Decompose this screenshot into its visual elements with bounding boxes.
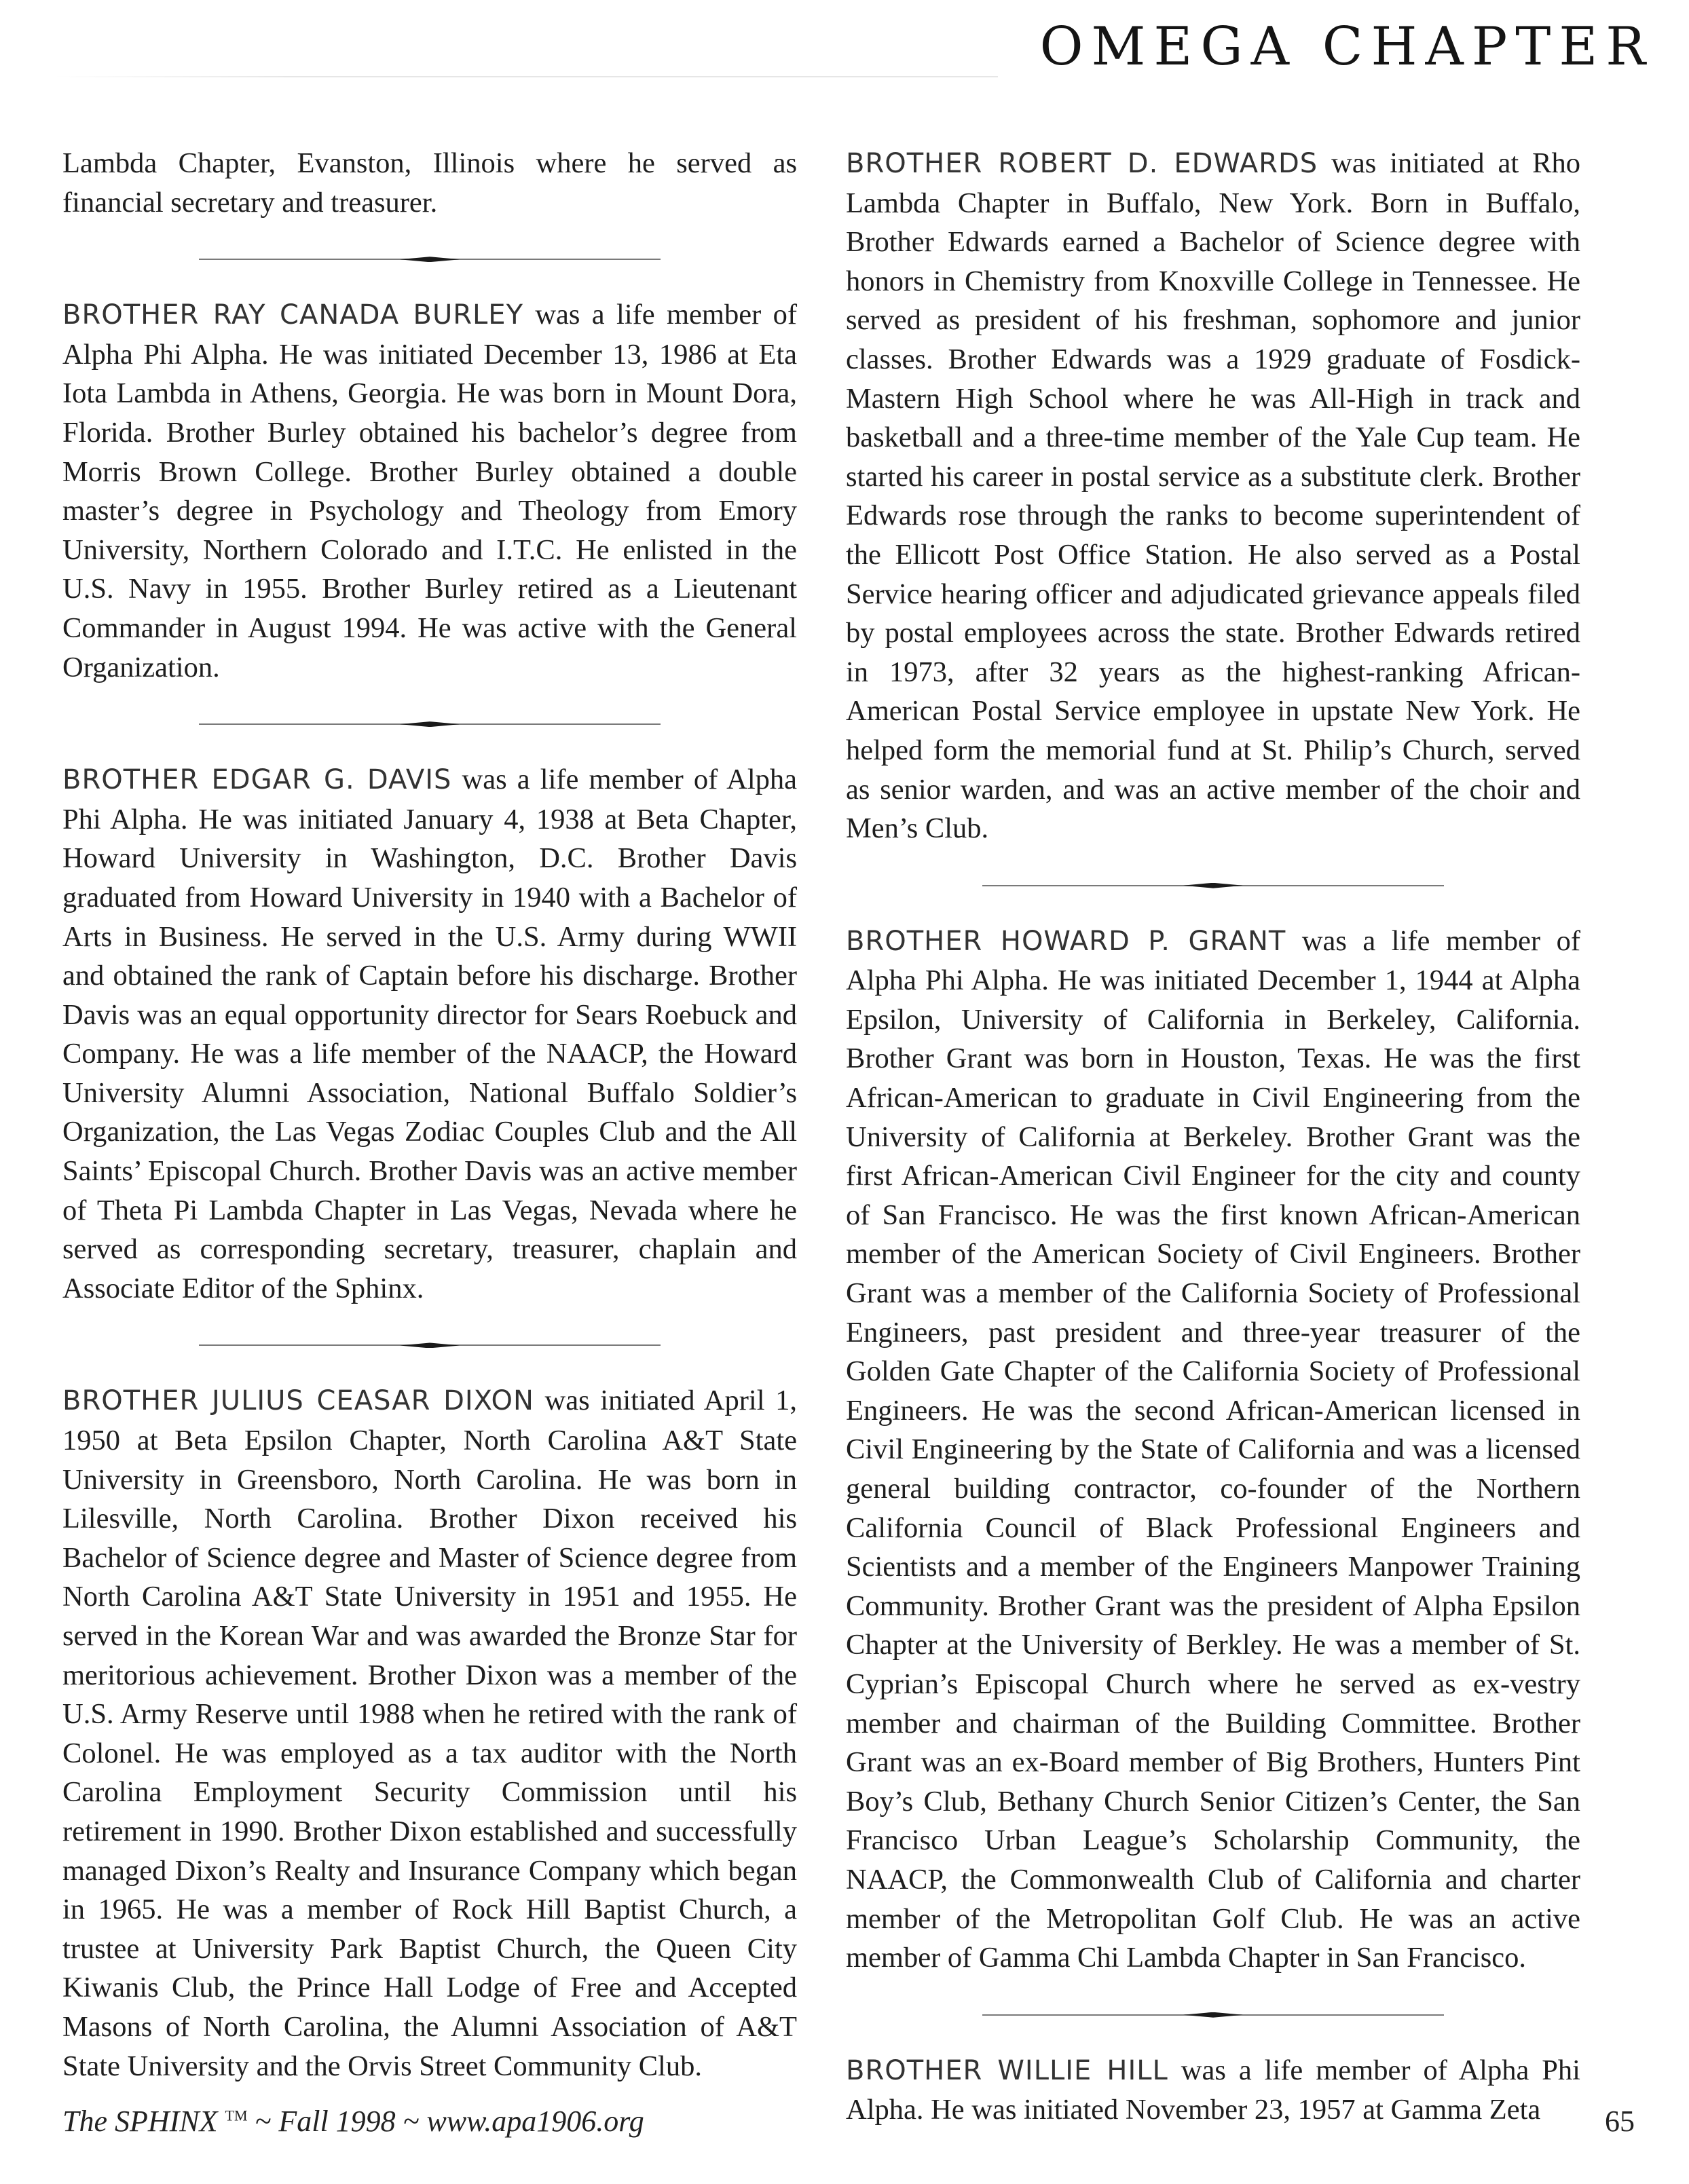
section-title: OMEGA CHAPTER (1039, 16, 1654, 77)
entry-name: BROTHER WILLIE HILL (846, 2054, 1168, 2086)
obituary-entry (846, 144, 1580, 848)
divider (62, 687, 797, 760)
obituary-entry (62, 295, 797, 687)
continued-paragraph: Lambda Chapter, Evanston, Illinois where he served as financial secretary and treasurer. (62, 147, 797, 219)
entry-text: was a life member of Alpha Phi Alpha. He was initiated January 4, 1938 at Beta Chapter, Howard University in Washington, D.C. Brother Davis graduated from Howard University in 1940 with a Bachelor of Arts in Business. He served in the U.S. Army during WWII and obtained the rank of Captain before his discharge. Brother Davis was an equal opportunity director for Sears Roebuck and Company. He was a life member of the NAACP, the Howard University Alumni Association, National Buffalo Soldier’s Organization, the Las Vegas Zodiac Couples Club and the All Saints’ Episcopal Church. Brother Davis was an active member of Theta Pi Lambda Chapter in Las Vegas, Nevada where he served as corresponding secretary, treasurer, chaplain and Associate Editor of the Sphinx. (62, 764, 797, 1304)
divider (846, 848, 1580, 922)
website-link[interactable]: www.apa1906.org (426, 2105, 644, 2138)
obituary-entry (846, 922, 1580, 1978)
divider (62, 222, 797, 295)
entry-name: BROTHER EDGAR G. DAVIS (62, 764, 452, 796)
header-rule (54, 76, 998, 77)
publication-title: The SPHINX (62, 2105, 218, 2138)
divider (62, 1308, 797, 1381)
footer-publication-line (62, 2104, 644, 2139)
entry-name: BROTHER RAY CANADA BURLEY (62, 299, 524, 331)
entry-name: BROTHER ROBERT D. EDWARDS (846, 148, 1318, 179)
entry-text: was a life member of Alpha Phi Alpha. He was initiated December 1, 1944 at Alpha Epsilon, University of California in Berkeley, California. Brother Grant was born in Houston, Texas. He was the first African-American to graduate in Civil Engineering from the University of California at Berkeley. Brother Grant was the first African-American Civil Engineer for the city and county of San Francisco. He was the first known African-American member of the American Society of Civil Engineers. Brother Grant was a member of the California Society of Professional Engineers, past president and three-year treasurer of the Golden Gate Chapter of the California Society of Professional Engineers. He was the second African-American licensed in Civil Engineering by the State of California and was a licensed general building contractor, co-founder of the Northern California Council of Black Professional Engineers and Scientists and a member of the Engineers Manpower Training Community. Brother Grant was the president of Alpha Epsilon Chapter at the University of Berkley. He was a member of St. Cyprian’s Episcopal Church where he served as ex-vestry member and chairman of the Building Committee. Brother Grant was an ex-Board member of Big Brothers, Hunters Pint Boy’s Club, Bethany Church Senior Citizen’s Center, the San Francisco Urban League’s Scholarship Community, the NAACP, the Commonwealth Club of California and charter member of the Metropolitan Golf Club. He was an active member of Gamma Chi Lambda Chapter in San Francisco. (846, 924, 1580, 1974)
entry-text: was a life member of Alpha Phi Alpha. He was initiated December 13, 1986 at Eta Iota Lambda in Athens, Georgia. He was born in Mount Dora, Florida. Brother Burley obtained his bachelor’s degree from Morris Brown College. Brother Burley obtained a double master’s degree in Psychology and Theology from Emory University, Northern Colorado and I.T.C. He enlisted in the U.S. Navy in 1955. Brother Burley retired as a Lieutenant Commander in August 1994. He was active with the General Organization. (62, 299, 797, 683)
divider (846, 1978, 1580, 2051)
trademark-mark: TM (225, 2107, 248, 2124)
issue-date: ~ Fall 1998 ~ (247, 2105, 427, 2138)
right-column (846, 144, 1580, 2130)
obituary-entry (62, 760, 797, 1308)
entry-name: BROTHER HOWARD P. GRANT (846, 925, 1286, 957)
entry-text: was initiated at Rho Lambda Chapter in Buffalo, New York. Born in Buffalo, Brother Edwards earned a Bachelor of Science degree with honors in Chemistry from Knoxville College in Tennessee. He served as president of his freshman, sophomore and junior classes. Brother Edwards was a 1929 graduate of Fosdick-Mastern High School where he was All-High in track and basketball and a three-time member of the Yale Cup team. He started his career in postal service as a substitute clerk. Brother Edwards rose through the ranks to become superintendent of the Ellicott Post Office Station. He also served as a Postal Service hearing officer and adjudicated grievance appeals filed by postal employees across the state. Brother Edwards retired in 1973, after 32 years as the highest-ranking African-American Postal Service employee in upstate New York. He helped form the memorial fund at St. Philip’s Church, served as senior warden, and was an active member of the choir and Men’s Club. (846, 147, 1580, 845)
entry-text: was initiated April 1, 1950 at Beta Epsilon Chapter, North Carolina A&T State University in Greensboro, North Carolina. He was born in Lilesville, North Carolina. Brother Dixon received his Bachelor of Science degree and Master of Science degree from North Carolina A&T State University in 1951 and 1955. He served in the Korean War and was awarded the Bronze Star for meritorious achievement. Brother Dixon was a member of the U.S. Army Reserve until 1988 when he retired with the rank of Colonel. He was employed as a tax auditor with the North Carolina Employment Security Commission until his retirement in 1990. Brother Dixon established and successfully managed Dixon’s Realty and Insurance Company which began in 1965. He was a member of Rock Hill Baptist Church, a trustee at University Park Baptist Church, the Queen City Kiwanis Club, the Prince Hall Lodge of Free and Accepted Masons of North Carolina, the Alumni Association of A&T State University and the Orvis Street Community Club. (62, 1385, 797, 2082)
left-column (62, 144, 797, 2086)
entry-name: BROTHER JULIUS CEASAR DIXON (62, 1385, 534, 1417)
obituary-entry (846, 2051, 1580, 2130)
page-number: 65 (1605, 2105, 1635, 2138)
entry-text: was a life member of Alpha Phi Alpha. He was initiated November 23, 1957 at Gamma Zeta (846, 2054, 1580, 2126)
obituary-entry (62, 1381, 797, 2086)
